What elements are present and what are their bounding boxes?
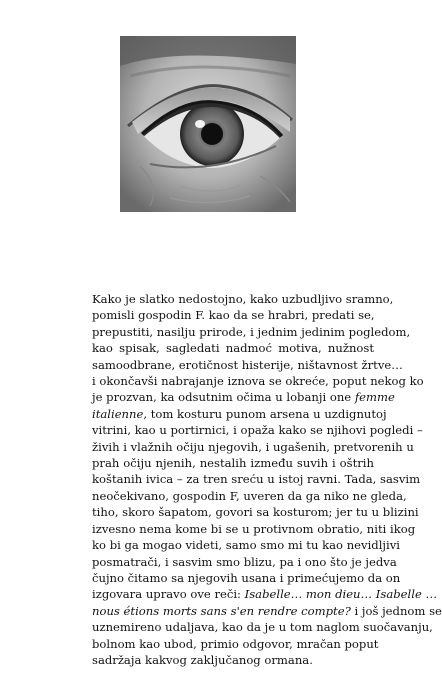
- text-run: pomisli gospodin F. kao da se hrabri, predati se,: [92, 308, 375, 323]
- text-run: i još jednom se: [350, 603, 442, 618]
- text-line: [92, 570, 401, 586]
- eye-photograph: [120, 36, 296, 212]
- text-run: izgovara upravo ove reči:: [92, 587, 245, 602]
- italic-phrase: nous étions morts sans s'en rendre compte?: [92, 603, 351, 618]
- eye-icon: [120, 36, 296, 212]
- text-run: kao spisak, sagledati nadmoć motiva, nužnost: [92, 341, 374, 356]
- text-run: prepustiti, nasilju prirode, i jednim jedinim pogledom,: [92, 324, 411, 339]
- text-line: [92, 455, 374, 471]
- text-run: izvesno nema kome bi se u protivnom obratio, niti ikog: [92, 521, 416, 536]
- text-run: neočekivano, gospodin F, uveren da ga niko ne gleda,: [92, 488, 407, 503]
- text-line: [92, 488, 407, 504]
- text-run: je prozvan, ka odsutnim očima u lobanji one: [92, 390, 355, 405]
- text-line: [92, 554, 397, 570]
- text-line: [92, 603, 442, 619]
- text-run: sadržaja kakvog zaključanog ormana.: [92, 652, 313, 667]
- text-run: koštanih ivica – za tren sreću u istoj ravni. Tada, sasvim: [92, 472, 421, 487]
- text-run: prah očiju njenih, nestalih između suvih i oštrih: [92, 456, 374, 471]
- text-line: [92, 324, 411, 340]
- text-run: , tom kosturu punom arsena u uzdignutoj: [143, 406, 387, 421]
- text-run: bolnom kao ubod, primio odgovor, mračan poput: [92, 636, 379, 651]
- text-run: čujno čitamo sa njegovih usana i primećujemo da on: [92, 570, 401, 585]
- text-line: [92, 537, 400, 553]
- text-line: [92, 422, 423, 438]
- text-line: [92, 291, 394, 307]
- text-line: [92, 357, 403, 373]
- text-run: živih i vlažnih očiju njegovih, i ugašenih, pretvorenih u: [92, 439, 414, 454]
- text-line: [92, 389, 395, 405]
- text-line: [92, 586, 438, 602]
- text-run: Kako je slatko nedostojno, kako uzbudljivo sramno,: [92, 292, 394, 306]
- italic-phrase: Isabelle… mon dieu… Isabelle …: [244, 587, 438, 602]
- text-line: [92, 636, 379, 652]
- text-run: i okončavši nabrajanje iznova se okreće, poput nekog ko: [92, 374, 424, 389]
- text-run: uznemireno udaljava, kao da je u tom naglom suočavanju,: [92, 620, 433, 635]
- text-run: samoodbrane, erotičnost histerije, ništavnost žrtve…: [92, 357, 403, 372]
- text-line: [92, 439, 414, 455]
- text-run: tiho, skoro šapatom, govori sa kosturom; jer tu u blizini: [92, 505, 419, 520]
- text-run: posmatrači, i sasvim smo blizu, pa i ono što je jedva: [92, 554, 397, 569]
- italic-phrase: italienne: [92, 406, 144, 421]
- text-line: [92, 652, 374, 668]
- text-run: vitrini, kao u portirnici, i opaža kako se njihovi pogledi –: [92, 423, 423, 438]
- text-line: [92, 307, 374, 323]
- text-line: [92, 340, 374, 356]
- text-line: [92, 504, 419, 520]
- text-line: [92, 373, 424, 389]
- text-line: [92, 406, 387, 422]
- text-run: ko bi ga mogao videti, samo smo mi tu kao nevidljivi: [92, 538, 400, 553]
- body-paragraph: [92, 291, 442, 668]
- text-line: [92, 619, 433, 635]
- italic-phrase: femme: [354, 390, 395, 405]
- text-line: [92, 521, 416, 537]
- text-line: [92, 471, 421, 487]
